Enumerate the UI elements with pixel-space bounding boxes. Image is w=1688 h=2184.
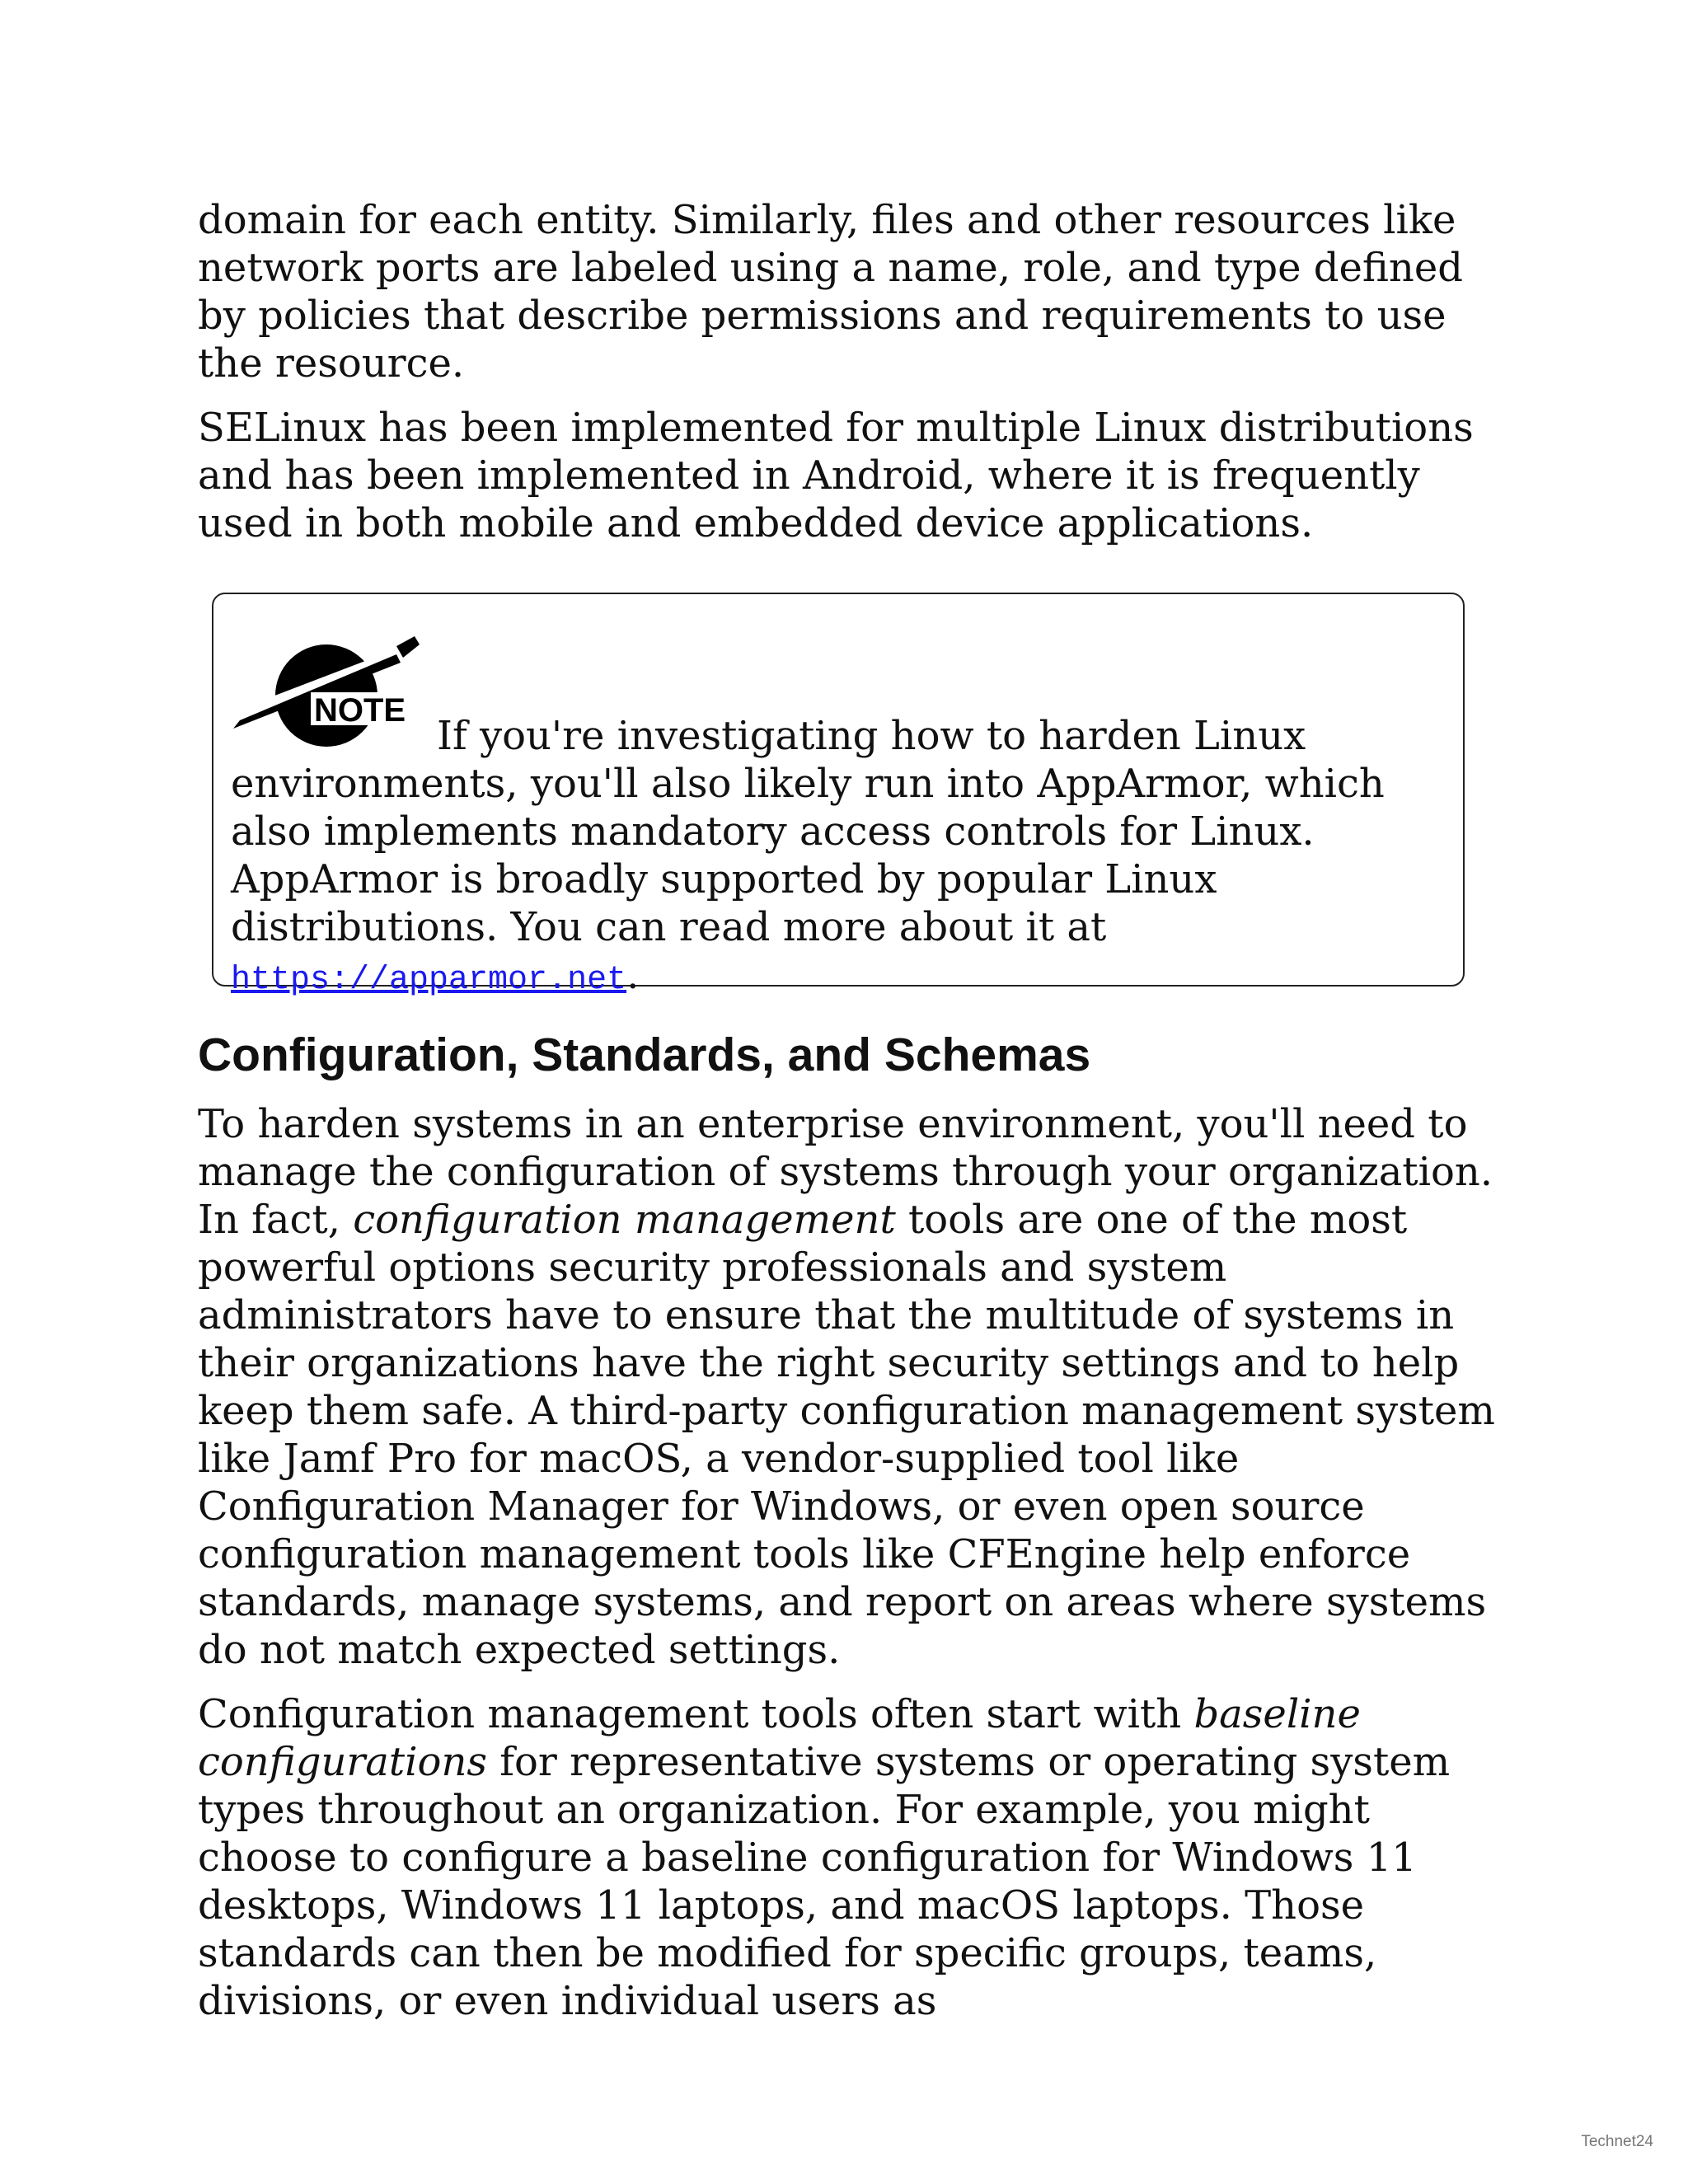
note-end: . — [626, 952, 640, 998]
watermark: Technet24 — [1581, 2133, 1653, 2150]
note-icon-label: NOTE — [314, 692, 406, 729]
section-heading: Configuration, Standards, and Schemas — [198, 1029, 1091, 1081]
note-body: environments, you'll also likely run into AppArmor, which also implements mandatory access controls for Linux. AppArmor is broadly supported by popular Linux distributions. You can read more about it at — [231, 761, 1385, 950]
note-box — [212, 593, 1465, 999]
note-line-1: If you're investigating how to harden Linux — [437, 713, 1306, 759]
page-content — [198, 196, 1517, 2041]
section-p2-text-b: for representative systems or operating system types throughout an organization. For example, you might choose to configure a baseline configuration for Windows 11 desktops, Windows 11 laptops, and macOS laptops. Those standards can then be modified for specific groups, teams, divisions, or even individual users as — [198, 1739, 1451, 2024]
section-paragraph-1 — [198, 1100, 1517, 1674]
section-p1-emphasis: configuration management — [353, 1197, 896, 1243]
section-p1-text-b: tools are one of the most powerful options security professionals and system administrators have to ensure that the multitude of systems in their organizations have the right security settings and to help keep them safe. A third-party configuration management system like Jamf Pro for macOS, a vendor-supplied tool like Configuration Manager for Windows, or even open source configuration management tools like CFEngine help enforce standards, manage systems, and report on areas where systems do not match expected settings. — [198, 1197, 1495, 1673]
section-paragraph-2 — [198, 1690, 1517, 2025]
apparmor-link[interactable]: https://apparmor.net — [231, 962, 627, 999]
body-paragraph-2: SELinux has been implemented for multiple Linux distributions and has been implemented in Android, where it is frequently used in both mobile and embedded device applications. — [198, 405, 1474, 546]
note-text — [231, 712, 1451, 1005]
section-p2-text-a: Configuration management tools often start with — [198, 1691, 1194, 1737]
body-paragraph-1: domain for each entity. Similarly, files and other resources like network ports are labeled using a name, role, and type defined by policies that describe permissions and requirements to use the resource. — [198, 197, 1463, 387]
section-p1-text-a: To harden systems in an enterprise environment, you'll need to manage the configuration of systems through your organization. In fact, — [198, 1101, 1493, 1243]
section-p2-emphasis: baseline configurations — [198, 1691, 1361, 1785]
